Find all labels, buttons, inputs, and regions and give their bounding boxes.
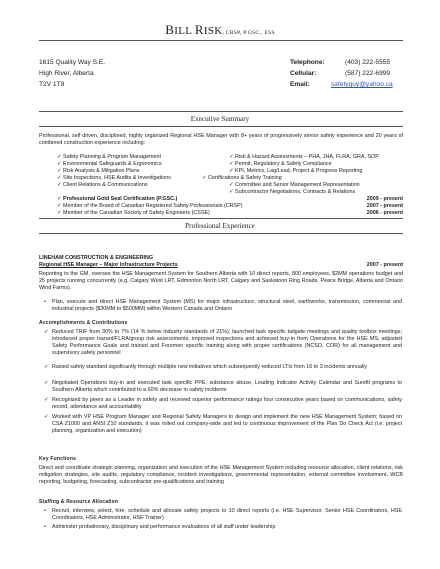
telephone-label: Telephone: [290, 59, 325, 66]
role-row [39, 262, 403, 269]
address-line-1: 1615 Quality Way S.E. [39, 59, 106, 66]
accomplishments-heading: Accomplishments & Contributions [39, 320, 128, 326]
skills-left-list [57, 154, 171, 189]
staffing-list [44, 508, 402, 531]
executive-summary-intro: Professional, self driven, disciplined, highly organized Regional HSE Manager with 8+ years of progressively senior safety experience and 20 years of combined construction experience including: [39, 133, 403, 146]
email-label: Email: [290, 81, 310, 88]
cert-date: 2006 - present [366, 210, 403, 216]
cert-date: 2007 - present [366, 203, 403, 209]
skill-item: ✓ Safety Planning & Program Management [57, 154, 162, 160]
address-line-3: T2V 1T9 [39, 81, 65, 88]
skill-item: ✓ Risk & Hazard Assessments – PHA, JHA, FLRA, GRA, SOP [229, 154, 379, 160]
cert-row: ✓ Member of the Canadian Society of Safety Engineers (CSSE) 2006 - present [57, 210, 403, 216]
experience-rule-top [39, 218, 403, 219]
role-title: Regional HSE Manager – Major Infrastructure Projects [39, 262, 178, 268]
list-item: • Administer probationary, disciplinary and performance evaluations of all staff under leadership [44, 524, 276, 530]
cert-date: 2009 - present [366, 196, 403, 202]
list-item: ✓ Negotiated Operations buy-in and executed task specific PPE, substance abuse, Leading Indicator Activity Calendar and Surefit programs to Southern Alberta which contributed to a 60% decrease in safety incidents [44, 380, 402, 393]
skill-item: ✓ Site Inspections, HSE Audits & Investigations [57, 175, 171, 181]
skill-item: ✓ Subcontractor Negotiations, Contracts & Relations [229, 189, 356, 195]
role-dates: 2007 - present [366, 262, 403, 268]
skill-item: ✓ Environmental Safeguards & Ergonomics [57, 161, 162, 167]
role-summary: Reporting to the GM, oversee the HSE Management System for Southern Alberta with 10 direct reports, 800 employees, $2MM operations budget and 25 projects running concurrently (e.g. Calgary West LRT, Edmonton North LRT, Calgary and Saskatoon Ring Roads, Peace Bridge, Alberta and Ontario Wind Farms). [39, 271, 403, 291]
professional-experience-heading: Professional Experience [185, 222, 255, 230]
scope-list [44, 299, 402, 313]
accomplishments-list [44, 329, 402, 435]
skills-right-list [202, 154, 379, 196]
list-item: • Recruit, interview, select, hire, schedule and allocate safety projects to 10 direct reports (i.e. HSE Supervisor, Senior HSE Coordinators, HSE Coordinators, HSE Administrator, HSE Trainer) [44, 508, 402, 521]
staffing-heading: Staffing & Resource Allocation [39, 499, 119, 505]
credentials: , CRSP, P.GSC., ESS [222, 30, 275, 36]
exec-summary-rule-top [39, 111, 403, 112]
skill-item: ✓ Risk Analysis & Mitigation Plans [57, 168, 140, 174]
skill-item: ✓ KPI, Metrics, Lag/Lead, Project & Progress Reporting [229, 168, 363, 174]
key-functions-heading: Key Functions [39, 456, 77, 462]
candidate-name: BILL RISK, CRSP, P.GSC., ESS [165, 22, 275, 37]
exec-summary-rule-bottom [39, 126, 403, 127]
skill-item: ✓ Certifications & Safety Training [202, 175, 282, 181]
list-item: • Plan, execute and direct HSE Management System (MS) for major infrastructure, structural steel, earthworks, transmission, commercial and industrial projects ($30MM to $500MM) within Western Canada and Ontario [44, 299, 402, 312]
skill-item: ✓ Permit, Regulatory & Safety Compliance [229, 161, 332, 167]
cellular-value: (587) 222-6999 [345, 70, 391, 77]
cellular-label: Cellular: [290, 70, 317, 77]
list-item: ✓ Worked with VP HSE Program Manager and Regional Safety Managers to design and implement the new HSE Management System; based on CSA Z1000 and ANSI Z10 standards, it was rolled out company-wide and led to continuous improvement of the Plan Do Check Act (i.e. project planning, organization and execution) [44, 414, 402, 434]
executive-summary-heading: Executive Summary [190, 115, 250, 123]
list-item: ✓ Raised safety standard significantly through multiple new initiatives which subsequently reduced LTIs from 16 to 3 incidents annually [44, 364, 368, 370]
key-functions-text: Direct and coordinate strategic planning, organization and execution of the HSE Management System including resource allocation, client relations, risk mitigation strategies, site audits, regulatory compliance, incident investigations, governmental representation, external committee involvement, WCB reporting, budgeting, forecasting, subcontractor pre-qualifications and training [39, 465, 403, 485]
skill-item: ✓ Client Relations & Communications [57, 182, 148, 188]
experience-rule-bottom [39, 233, 403, 234]
company-name: LINEHAM CONSTRUCTION & ENGINEERING [39, 255, 154, 261]
header-divider [39, 40, 403, 41]
email-link[interactable]: safetyguy@yahoo.ca [331, 81, 393, 88]
list-item: ✓ Reduced TRIF from 30% to 7% (14 % below industry standards of 21%); launched task specific tailgate meetings and quality toolbox meetings; introduced proper hazard/FLRA/group risk assessments, improved inspections and achieved buy-in from Operations for the HSE MS; adjusted Safety Performance Goals and trained and Foremen specific training along with proper certifications (NCSO, COR) for all management and supervisory safety personnel [44, 329, 402, 356]
cert-row: ✓ Professional Gold Seal Certification (P.GSC.) 2009 - present [57, 196, 403, 202]
address-line-2: High River, Alberta [39, 70, 94, 77]
list-item: ✓ Recognized by peers as a Leader in safety and received superior performance ratings four consecutive years based on communications, safety record, attendance and accountability [44, 397, 402, 410]
cert-row: ✓ Member of the Board of Canadian Registered Safety Professionals (CRSP) 2007 - present [57, 203, 403, 209]
telephone-value: (403) 222-5555 [345, 59, 391, 66]
skill-item: ✓ Committee and Senior Management Representation [229, 182, 360, 188]
